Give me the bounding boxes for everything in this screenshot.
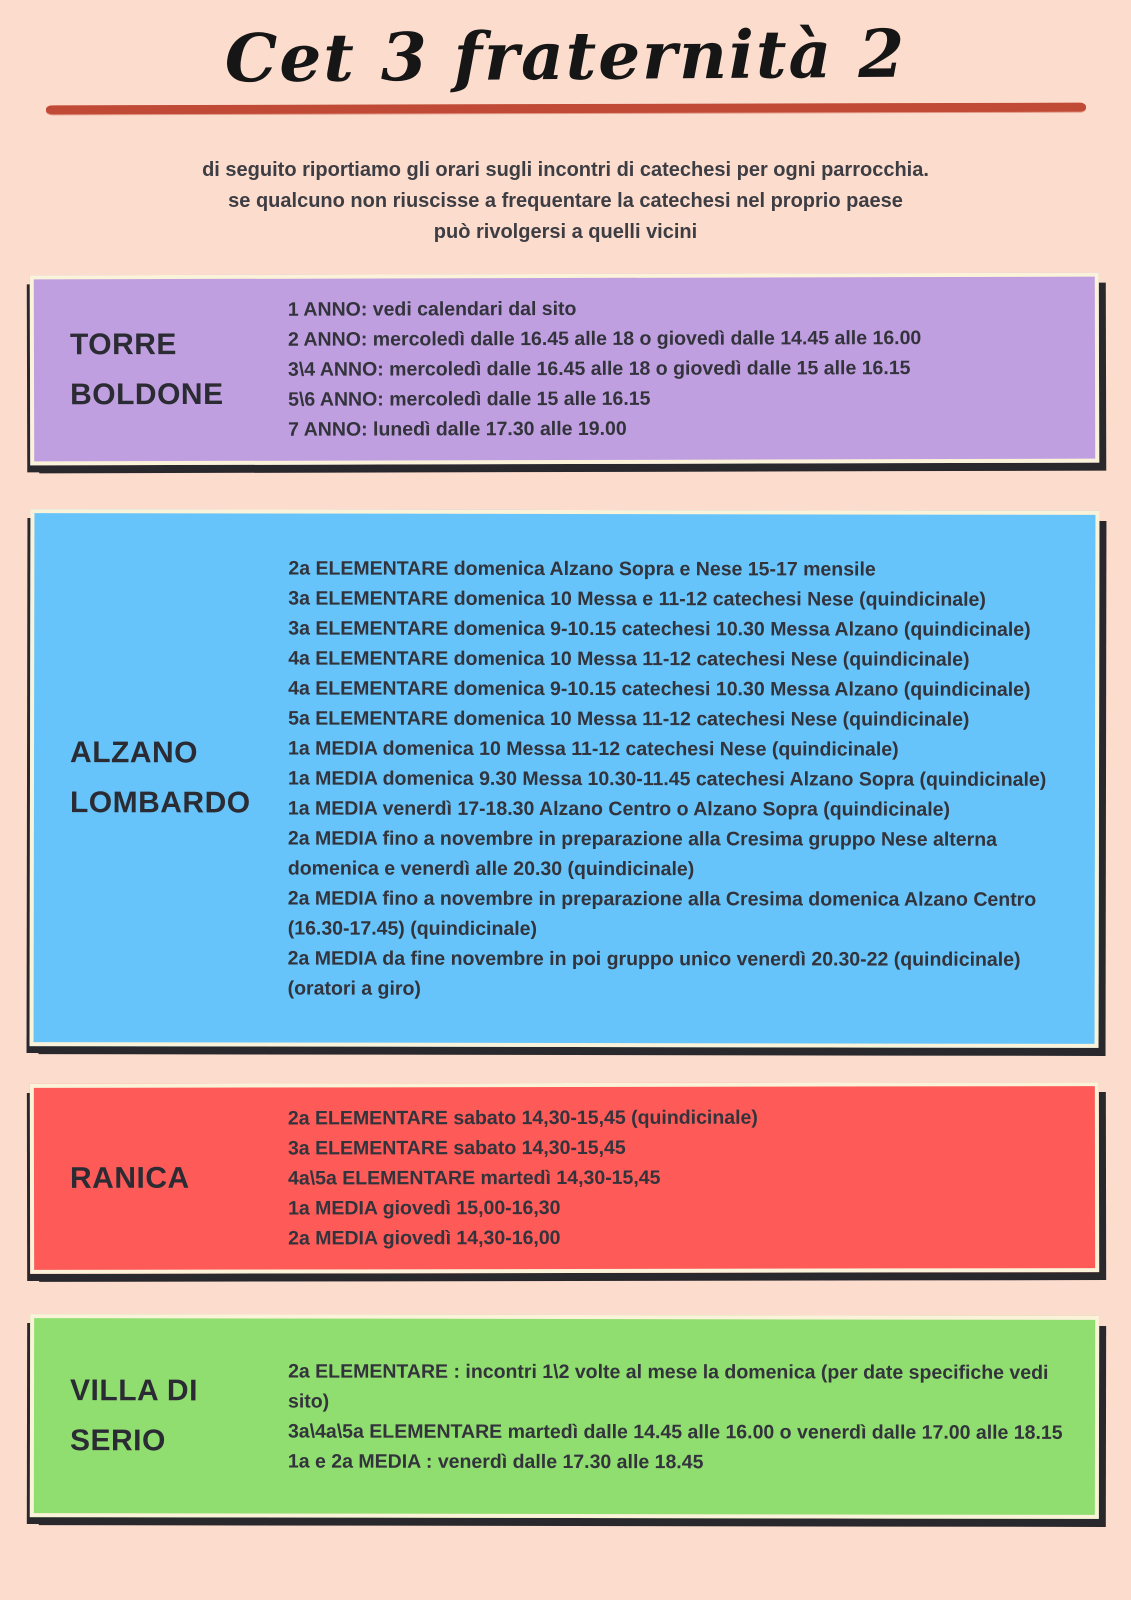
section-schedule-list [288,1356,1075,1477]
schedule-line: 3a ELEMENTARE domenica 10 Messa e 11-12 catechesi Nese (quindicinale) [288,586,986,611]
schedule-line: 4a ELEMENTARE domenica 9-10.15 catechesi 10.30 Messa Alzano (quindicinale) [288,676,1031,701]
section-heading: ALZANO LOMBARDO [69,735,251,819]
section-schedule-list [288,1102,1075,1253]
schedule-line: 1a MEDIA domenica 10 Messa 11-12 catechesi Nese (quindicinale) [288,736,899,760]
schedule-line: 4a ELEMENTARE domenica 10 Messa 11-12 catechesi Nese (quindicinale) [288,646,970,671]
schedule-line: 2a ELEMENTARE : incontri 1\2 volte al mese la domenica (per date specifiche vedi sito) [288,1359,1049,1412]
schedule-line: 1a MEDIA giovedì 15,00-16,30 [288,1196,561,1220]
schedule-line: 2a ELEMENTARE domenica Alzano Sopra e Nese 15-17 mensile [288,556,876,580]
section-heading: RANICA [69,1161,190,1195]
schedule-line: 5\6 ANNO: mercoledì dalle 15 alle 16.15 [288,387,651,411]
schedule-line: 3a ELEMENTARE sabato 14,30-15,45 [287,1136,626,1160]
section-heading: VILLA DI SERIO [69,1373,198,1457]
section-heading: TORRE BOLDONE [69,327,224,412]
section-schedule-list [288,553,1076,1004]
section-card-torre-boldone [30,272,1099,465]
schedule-line: 7 ANNO: lunedì dalle 17.30 alle 19.00 [288,417,627,441]
schedule-line: 2a MEDIA giovedì 14,30-16,00 [288,1226,561,1250]
schedule-line: 5a ELEMENTARE domenica 10 Messa 11-12 catechesi Nese (quindicinale) [288,706,970,731]
intro-line: se qualcuno non riuscisse a frequentare la catechesi nel proprio paese [228,189,903,212]
schedule-line: 3a ELEMENTARE domenica 9-10.15 catechesi 10.30 Messa Alzano (quindicinale) [288,616,1031,641]
brush-underline-decoration [45,102,1085,114]
page-title: Cet 3 fraternità 2 [224,14,907,98]
schedule-line: 2a MEDIA da fine novembre in poi gruppo unico venerdì 20.30-22 (quindicinale) (oratori a giro) [287,946,1021,1000]
schedule-line: 3a\4a\5a ELEMENTARE martedì dalle 14.45 alle 16.00 o venerdì dalle 17.00 alle 18.15 [287,1419,1063,1444]
schedule-line: 1 ANNO: vedi calendari dal sito [287,297,577,321]
intro-line: può rivolgersi a quelli vicini [433,220,698,243]
intro-line: di seguito riportiamo gli orari sugli incontri di catechesi per ogni parrocchia. [202,158,929,181]
schedule-line: 2 ANNO: mercoledì dalle 16.45 alle 18 o giovedì dalle 14.45 alle 16.00 [287,326,922,351]
schedule-line: 2a ELEMENTARE sabato 14,30-15,45 (quindicinale) [287,1106,758,1130]
schedule-line: 2a MEDIA fino a novembre in preparazione alla Cresima gruppo Nese alterna domenica e venerdì alle 20.30 (quindicinale) [287,826,997,880]
schedule-line: 4a\5a ELEMENTARE martedì 14,30-15,45 [287,1166,661,1190]
schedule-line: 1a e 2a MEDIA : venerdì dalle 17.30 alle 18.45 [287,1449,704,1473]
intro-paragraph [0,155,1131,248]
section-card-alzano-lombardo [30,509,1100,1048]
schedule-line: 3\4 ANNO: mercoledì dalle 16.45 alle 18 o giovedì dalle 15 alle 16.15 [287,356,911,381]
schedule-line: 1a MEDIA domenica 9.30 Messa 10.30-11.45 catechesi Alzano Sopra (quindicinale) [287,766,1047,791]
schedule-line: 1a MEDIA venerdì 17-18.30 Alzano Centro o Alzano Sopra (quindicinale) [287,796,951,820]
schedule-line: 2a MEDIA fino a novembre in preparazione alla Cresima domenica Alzano Centro (16.30-17.45) (quindicinale) [287,886,1037,940]
section-card-ranica [30,1082,1099,1274]
section-card-villa-di-serio [30,1314,1099,1519]
section-schedule-list [288,292,1075,444]
